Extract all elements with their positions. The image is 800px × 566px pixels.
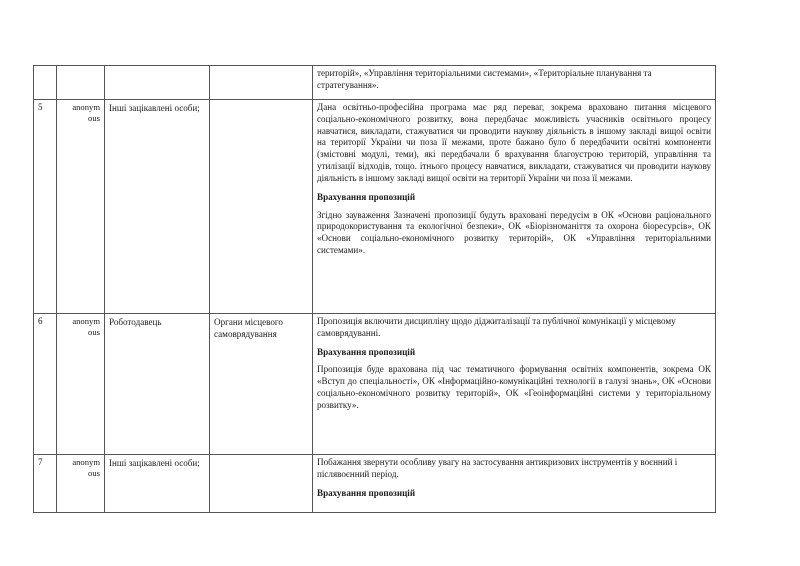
row-author-cell [57,314,105,455]
row-role-cell: Інші зацікавлені особи; [105,455,210,513]
author-line-2: ous [88,468,100,479]
row-content-cell [313,66,716,100]
row-organization-cell [210,100,313,314]
row-role-cell: Роботодавець [105,314,210,455]
content-paragraph: територій», «Управління територіальними системами», «Територіальне планування та стратегування». [317,68,652,90]
proposals-table [33,65,716,513]
row-organization-cell [210,455,313,513]
author-line-2: ous [88,327,100,338]
row-content-cell [313,100,716,314]
row-organization-cell [210,66,313,100]
row-content-cell [313,455,716,513]
content-paragraph: Побажання звернути особливу увагу на застосування антикризових інструментів у воєнний і післявоєнний період. [317,457,678,479]
table-row [34,66,716,100]
table-row [34,100,716,314]
author-line-2: ous [88,113,100,124]
author-line-1: anonym [72,316,100,326]
content-heading: Врахування пропозицій [317,346,416,357]
row-content-cell [313,314,716,455]
content-heading: Врахування пропозицій [317,487,416,498]
content-heading: Врахування пропозицій [317,191,416,202]
row-number-cell: 6 [34,314,57,455]
author-line-1: anonym [72,457,100,467]
author-line-1: anonym [72,102,100,112]
row-organization-cell: Органи місцевого самоврядування [210,314,313,455]
row-author-cell [57,66,105,100]
content-paragraph: Пропозиція включити дисципліну щодо діджиталізації та публічної комунікації у місцевому самоврядуванні. [317,316,676,338]
content-paragraph: Згідно зауваження Зазначені пропозиції будуть враховані передусім в ОК «Основи раціонального природокористування та екологічної безпеки», ОК «Біорізноманіття та охорона біоресурсів», ОК «Основи соціально-економічного розвитку територій», ОК «Управління територіальними системами». [317,209,711,255]
row-author-cell [57,455,105,513]
row-role-cell: Інші зацікавлені особи; [105,100,210,314]
table-row [34,314,716,455]
row-number-cell: 5 [34,100,57,314]
row-number-cell: 7 [34,455,57,513]
row-role-cell [105,66,210,100]
table-row [34,455,716,513]
row-number-cell [34,66,57,100]
row-author-cell [57,100,105,314]
content-paragraph: Пропозиція буде врахована під час тематичного формування освітніх компонентів, зокрема ОК «Вступ до спеціальності», ОК «Інформаційно-комунікаційні технології в галузі знань», ОК «Основи соціально-економічного розвитку територій», ОК «Геоінформаційні системи у територіальному розвитку». [317,364,711,410]
content-paragraph: Дана освітньо-професійна програма має ряд переваг, зокрема враховано питання місцевого соціально-економічного розвитку, вона передбачає можливість учасників освітнього процесу навчатися, викладати, стажуватися чи проводити наукову діяльність в іншому закладі вищої освіти на території України чи поза її межами, проте бажано було б передбачити освітні компоненти (змістовні модулі, теми), які передбачали б врахування благоустрою територій, управління та утилізації відходів, тощо. ітнього процесу навчатися, викладати, стажуватися чи проводити наукову діяльність в іншому закладі вищої освіти на території України чи поза її межами. [317,102,711,183]
